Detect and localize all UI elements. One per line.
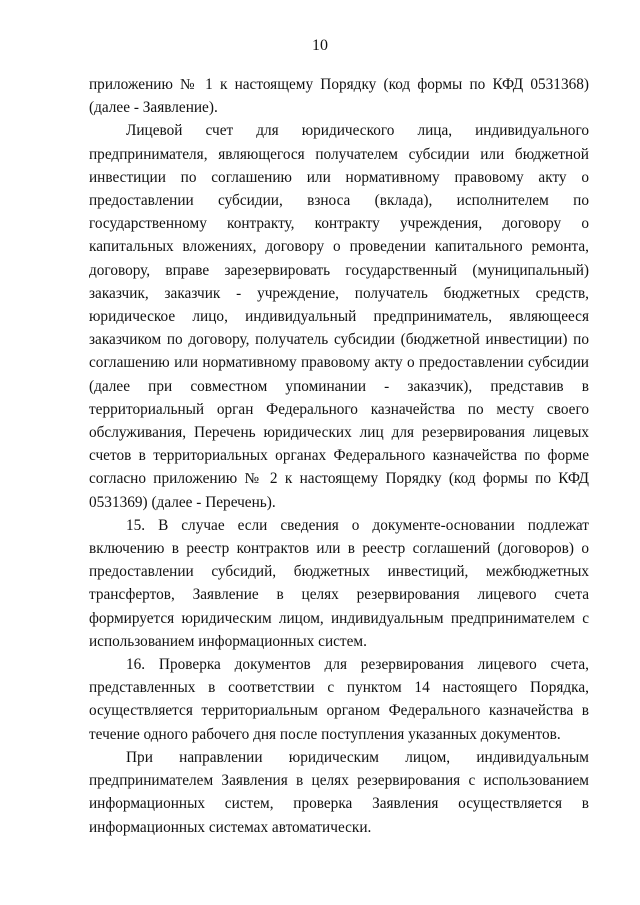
paragraph-automatic-check: При направлении юридическим лицом, индивидуальным предпринимателем Заявления в целях резервирования с использованием информационных систем, проверка Заявления осуществляется в информационных системах автоматически. bbox=[89, 748, 589, 836]
page-number: 10 bbox=[312, 37, 328, 54]
paragraph-personal-account: Лицевой счет для юридического лица, индивидуального предпринимателя, являющегося получателем субсидии или бюджетной инвестиции по соглашению или нормативному правовому акту о предоставлении субсидии, взноса (вклада), исполнителем по государственному контракту, контракту учреждения, договору о капитальных вложениях, договору о проведении капитального ремонта, договору, вправе зарезервировать государственный (муниципальный) заказчик, заказчик - учреждение, получатель бюджетных средств, юридическое лицо, индивидуальный предприниматель, являющееся заказчиком по договору, получатель субсидии (бюджетной инвестиции) по соглашению или нормативному правовому акту о предоставлении субсидии (далее при совместном упоминании - заказчик), представив в территориальный орган Федерального казначейства по месту своего обслуживания, Перечень юридических лиц для резервирования лицевых счетов в территориальных органах Федерального казначейства по форме согласно приложению № 2 к настоящему Порядку (код формы по КФД 0531369) (далее - Перечень). bbox=[89, 122, 589, 511]
document-body bbox=[89, 73, 589, 839]
paragraph-continuation: приложению № 1 к настоящему Порядку (код формы по КФД 0531368) (далее - Заявление). bbox=[89, 76, 589, 117]
paragraph-item-15: 15. В случае если сведения о документе-основании подлежат включению в реестр контрактов или в реестр соглашений (договоров) о предоставлении субсидий, бюджетных инвестиций, межбюджетных трансфертов, Заявление в целях резервирования лицевого счета формируется юридическим лицом, индивидуальным предпринимателем с использованием информационных систем. bbox=[89, 516, 589, 650]
paragraph-item-16: 16. Проверка документов для резервирования лицевого счета, представленных в соответствии с пунктом 14 настоящего Порядка, осуществляется территориальным органом Федерального казначейства в течение одного рабочего дня после поступления указанных документов. bbox=[89, 656, 589, 743]
